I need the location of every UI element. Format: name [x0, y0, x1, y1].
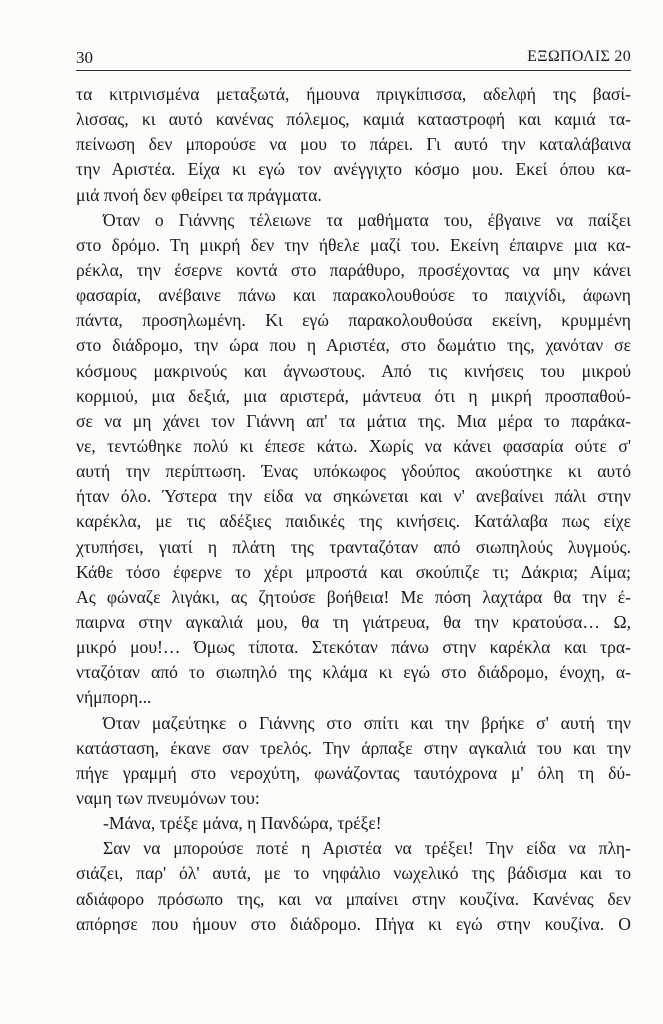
text-line: στο διάδρομο, την ώρα που η Αριστέα, στο δωμάτιο της, χανόταν σε — [76, 335, 631, 356]
text-line: μιά πνοή δεν φθείρει τα πράγματα. — [76, 184, 322, 205]
text-line: σιάζει, παρ' όλ' αυτά, με το νηφάλιο νωχελικό της βάδισμα και το — [76, 863, 631, 884]
text-line: στο δρόμο. Τη μικρή δεν την ήθελε μαζί του. Εκείνη έπαιρνε μια κα- — [76, 234, 631, 255]
text-line: τα κιτρινισμένα μεταξωτά, ήμουνα πριγκίπισσα, αδελφή της βασί- — [76, 84, 631, 104]
text-line: νταζόταν από το σιωπηλό της κλάμα κι εγώ στο διάδρομο, ένοχη, α- — [76, 662, 631, 683]
text-line: ήταν όλο. Ύστερα την είδα να σηκώνεται και ν' ανεβαίνει πάλι στην — [76, 486, 631, 507]
text-line: κόσμους μακρινούς και άγνωστους. Από τις κινήσεις του μικρού — [76, 360, 631, 381]
text-line: την Αριστέα. Είχα κι εγώ τον ανέγγιχτο κόσμο μου. Εκεί όπου κα- — [76, 159, 631, 180]
text-line: νε, τεντώθηκε πολύ κι έπεσε κάτω. Χωρίς να κάνει φασαρία ούτε σ' — [76, 435, 631, 456]
text-line: κατάσταση, έκανε σαν τρελός. Την άρπαξε στην αγκαλιά του και την — [76, 737, 631, 758]
text-line: λισσας, κι αυτό κανένας πόλεμος, καμιά καταστροφή και καμιά τα- — [76, 109, 631, 130]
text-line: νήμπορη... — [76, 687, 152, 708]
running-head: ΕΞΩΠΟΛΙΣ 20 — [527, 48, 631, 65]
text-line: φασαρία, ανέβαινε πάνω και παρακολουθούσε το παιχνίδι, άφωνη — [76, 285, 631, 306]
text-line: σε να μη χάνει τον Γιάννη απ' τα μάτια της. Μια μέρα το παράκα- — [76, 410, 631, 431]
text-line: πείνωση δεν μπορούσε να μου το πάρει. Γι αυτό την καταλάβαινα — [76, 134, 631, 155]
text-line: κορμιού, μια δεξιά, μια αριστερά, μάντευα ότι η μικρή προσπαθού- — [76, 385, 631, 406]
text-line: μικρό μου!… Όμως τίποτα. Στεκόταν πάνω στην καρέκλα και τρα- — [76, 637, 631, 658]
text-line: απόρησε που ήμουν στο διάδρομο. Πήγα κι εγώ στην κουζίνα. Ο — [76, 913, 631, 934]
text-line: χτυπήσει, γιατί η πλάτη της τρανταζόταν από σιωπηλούς λυγμούς. — [76, 536, 631, 557]
text-line: παιρνα στην αγκαλιά μου, θα τη γιάτρευα, θα την κρατούσα… Ω, — [76, 611, 631, 632]
text-line: ναμη των πνευμόνων του: — [76, 787, 260, 808]
text-line: αυτή την περίπτωση. Ένας υπόκωφος γδούπος ακούστηκε κι αυτό — [76, 461, 631, 482]
text-line: Κάθε τόσο έφερνε το χέρι μπροστά και σκούπιζε τι; Δάκρια; Αίμα; — [76, 561, 631, 582]
text-line: αδιάφορο πρόσωπο της, και να μπαίνει στην κουζίνα. Κανένας δεν — [76, 888, 631, 909]
text-line: ρέκλα, την έσερνε κοντά στο παράθυρο, προσέχοντας να μην κάνει — [76, 259, 631, 280]
text-line: Όταν ο Γιάννης τέλειωνε τα μαθήματα του, έβγαινε να παίξει — [103, 209, 631, 230]
text-line: -Μάνα, τρέξε μάνα, η Πανδώρα, τρέξε! — [103, 813, 382, 834]
text-line: πήγε γραμμή στο νεροχύτη, φωνάζοντας ταυτόχρονα μ' όλη τη δύ- — [76, 762, 631, 783]
page-header — [76, 46, 631, 71]
text-line: πάντα, προσηλωμένη. Κι εγώ παρακολουθούσα εκείνη, κρυμμένη — [76, 310, 631, 331]
body-text — [76, 82, 631, 937]
page-number: 30 — [76, 48, 93, 67]
text-line: καρέκλα, με τις αδέξιες παιδικές της κινήσεις. Κατάλαβα πως είχε — [76, 511, 631, 532]
text-line: Σαν να μπορούσε ποτέ η Αριστέα να τρέξει! Την είδα να πλη- — [103, 838, 631, 859]
text-line: Ας φώναζε λιγάκι, ας ζητούσε βοήθεια! Με πόση λαχτάρα θα την έ- — [76, 586, 631, 607]
text-line: Όταν μαζεύτηκε ο Γιάννης στο σπίτι και την βρήκε σ' αυτή την — [103, 712, 631, 733]
